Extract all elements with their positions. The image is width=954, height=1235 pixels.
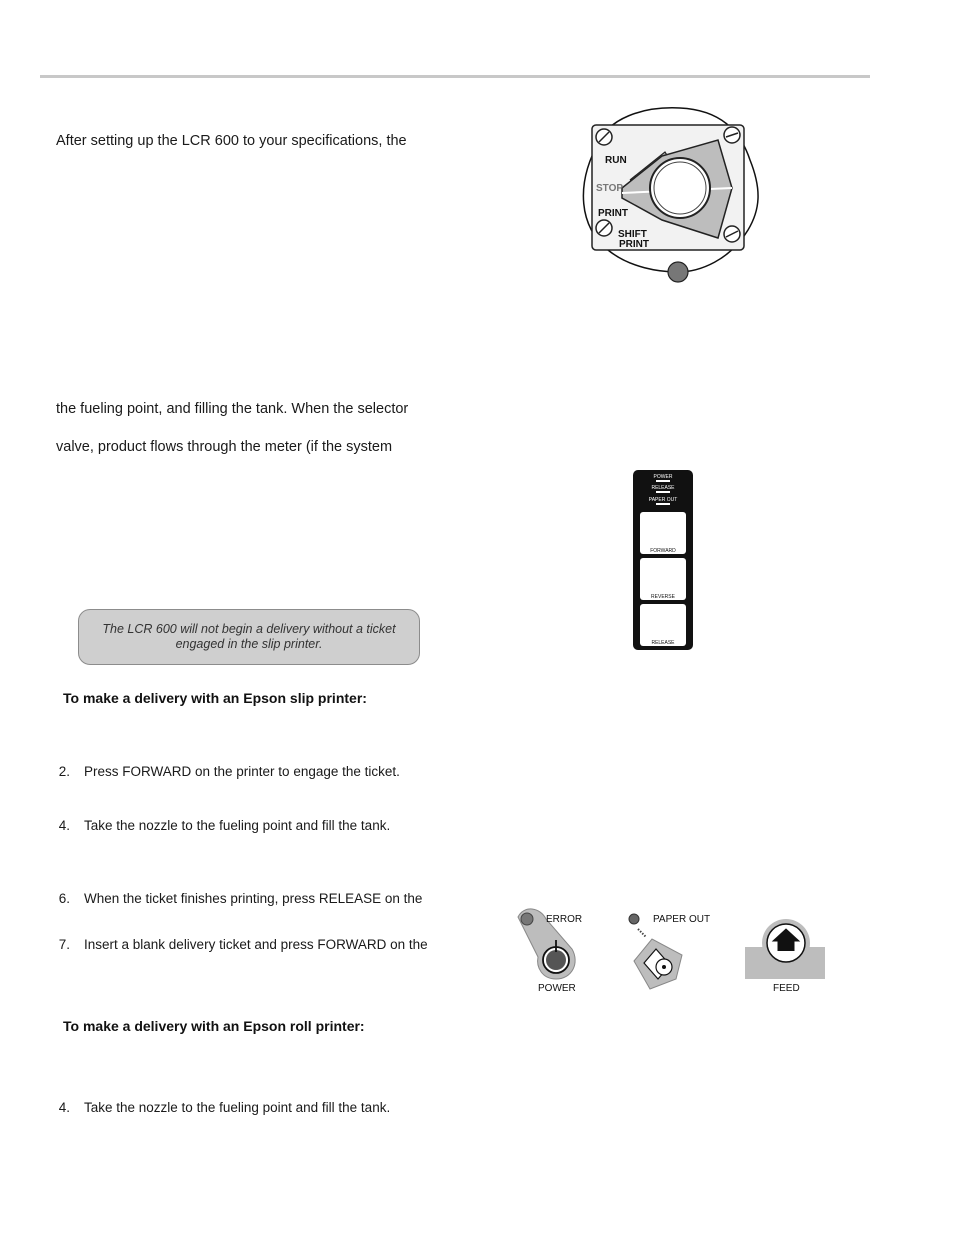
power-label: POWER (538, 983, 576, 994)
paper-out-led-icon (656, 503, 670, 505)
list-item (56, 937, 476, 955)
list-item (56, 1100, 476, 1118)
step-number: 4. (58, 818, 70, 833)
step-text: Take the nozzle to the fueling point and fill the tank. (84, 818, 391, 833)
roll-printer-panel-illustration (510, 905, 840, 1000)
error-led-icon (521, 913, 533, 925)
list-item (56, 764, 476, 782)
print-label: PRINT (598, 208, 628, 219)
step-number: 2. (58, 764, 70, 779)
shift-print-label: SHIFT (618, 229, 647, 240)
step-text: Press FORWARD on the printer to engage the ticket. (84, 764, 400, 779)
forward-button-label: FORWARD (650, 548, 676, 554)
screw-icon (724, 226, 740, 242)
step-text: Insert a blank delivery ticket and press FORWARD on the (84, 937, 428, 952)
release-led-icon (656, 491, 670, 493)
lead-seal (668, 262, 688, 282)
step-number: 7. (58, 937, 70, 952)
selector-switch-illustration (570, 100, 770, 290)
list-item (56, 818, 476, 836)
screw-icon (596, 220, 612, 236)
screw-icon (596, 129, 612, 145)
release-indicator-label: RELEASE (651, 485, 675, 491)
body-paragraph-line: valve, product flows through the meter (if the system (56, 439, 393, 455)
roll-printer-heading: To make a delivery with an Epson roll printer: (63, 1018, 365, 1034)
release-button-label: RELEASE (651, 640, 675, 646)
shift-print-label: PRINT (619, 239, 649, 250)
body-paragraph-line: the fueling point, and filling the tank. When the selector (56, 401, 409, 417)
run-label: RUN (605, 155, 627, 166)
intro-paragraph-line: After setting up the LCR 600 to your specifications, the (56, 133, 407, 149)
note-line: engaged in the slip printer. (175, 637, 323, 651)
power-indicator-label: POWER (653, 474, 673, 480)
note-box (78, 609, 420, 665)
step-number: 4. (58, 1100, 70, 1115)
slip-printer-panel-illustration (632, 469, 694, 652)
stop-label: STOP (596, 183, 624, 194)
paper-out-indicator-label: PAPER OUT (648, 497, 678, 503)
error-label: ERROR (546, 914, 583, 925)
screw-icon (724, 127, 740, 143)
step-text: Take the nozzle to the fueling point and fill the tank. (84, 1100, 391, 1115)
power-button-icon (546, 950, 566, 970)
header-rule (40, 75, 870, 78)
slip-printer-heading: To make a delivery with an Epson slip printer: (63, 690, 367, 706)
step-text: When the ticket finishes printing, press RELEASE on the (84, 891, 423, 906)
paper-out-label: PAPER OUT (653, 914, 711, 925)
paper-out-led-icon (629, 914, 639, 924)
note-line: The LCR 600 will not begin a delivery without a ticket (102, 622, 396, 636)
reverse-button-label: REVERSE (651, 594, 675, 600)
step-number: 6. (58, 891, 70, 906)
power-led-icon (656, 480, 670, 482)
feed-label: FEED (773, 983, 800, 994)
list-item (56, 891, 476, 909)
